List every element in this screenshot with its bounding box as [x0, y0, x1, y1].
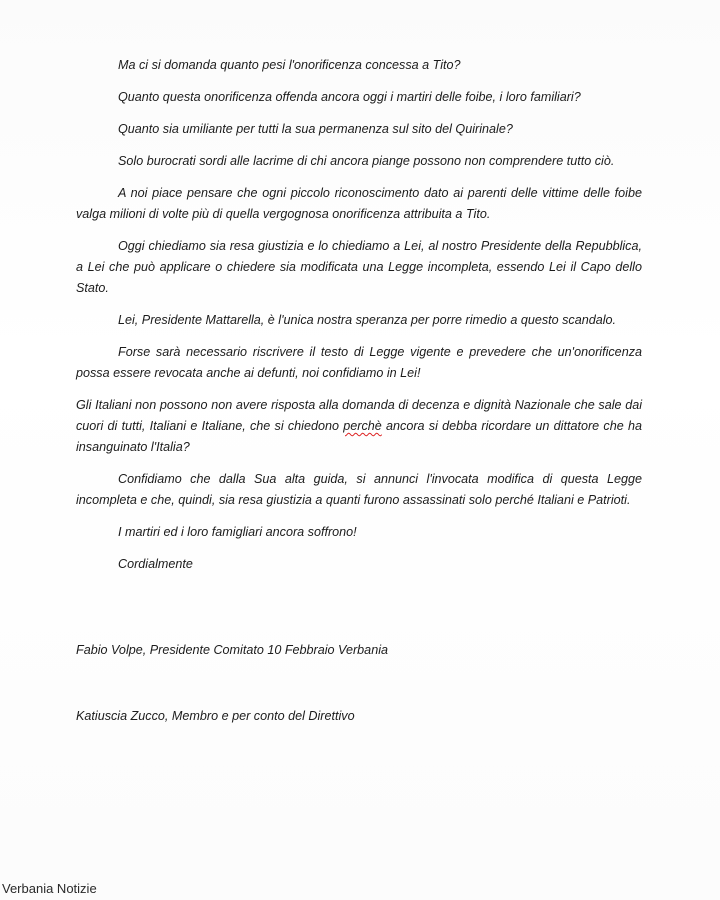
paragraph-martiri-soffrono: I martiri ed i loro famigliari ancora soffrono! — [118, 525, 357, 539]
paragraph-confidiamo: Confidiamo che dalla Sua alta guida, si annunci l'invocata modifica di questa Legge incompleta e che, quindi, sia resa giustizia a quanti furono assassinati solo perché Italiani e Patrioti. — [76, 472, 642, 507]
paragraph-martiri-question: Quanto questa onorificenza offenda ancora oggi i martiri delle foibe, i loro familiari? — [118, 90, 581, 104]
watermark-verbania-notizie: Verbania Notizie — [2, 881, 97, 896]
paragraph-burocrati: Solo burocrati sordi alle lacrime di chi ancora piange possono non comprendere tutto ciò. — [118, 154, 615, 168]
paragraph-giustizia: Oggi chiediamo sia resa giustizia e lo chiediamo a Lei, al nostro Presidente della Repubblica, a Lei che può applicare o chiedere sia modificata una Legge incompleta, essendo Lei il Capo dello Stato. — [76, 239, 642, 295]
signature-fabio-volpe: Fabio Volpe, Presidente Comitato 10 Febbraio Verbania — [76, 643, 388, 657]
signature-katiuscia-zucco: Katiuscia Zucco, Membro e per conto del Direttivo — [76, 709, 355, 723]
paragraph-italiani — [76, 395, 642, 458]
paragraph-quirinale-question: Quanto sia umiliante per tutti la sua permanenza sul sito del Quirinale? — [118, 122, 513, 136]
paragraph-italiani-start: Gli Italiani non possono non avere risposta alla domanda di decenza e dignità Nazionale che sale dai cuori di tutti, Italiani e Italiane, che si chiedono — [76, 398, 642, 433]
paragraph-italiani-end: ancora si debba ricordare un dittatore che ha insanguinato l'Italia? — [76, 419, 642, 454]
paragraph-mattarella: Lei, Presidente Mattarella, è l'unica nostra speranza per porre rimedio a questo scandalo. — [118, 313, 617, 327]
paragraph-riscrivere-legge: Forse sarà necessario riscrivere il testo di Legge vigente e prevedere che un'onorificenza possa essere revocata anche ai defunti, noi confidiamo in Lei! — [76, 345, 642, 380]
paragraph-onorificenza-question: Ma ci si domanda quanto pesi l'onorificenza concessa a Tito? — [118, 58, 461, 72]
paragraph-cordialmente: Cordialmente — [118, 557, 193, 571]
spellcheck-flagged-word: perchè — [343, 419, 382, 433]
letter-body — [76, 55, 642, 586]
paragraph-riconoscimento: A noi piace pensare che ogni piccolo riconoscimento dato ai parenti delle vittime delle foibe valga milioni di volte più di quella vergognosa onorificenza attribuita a Tito. — [76, 186, 642, 221]
